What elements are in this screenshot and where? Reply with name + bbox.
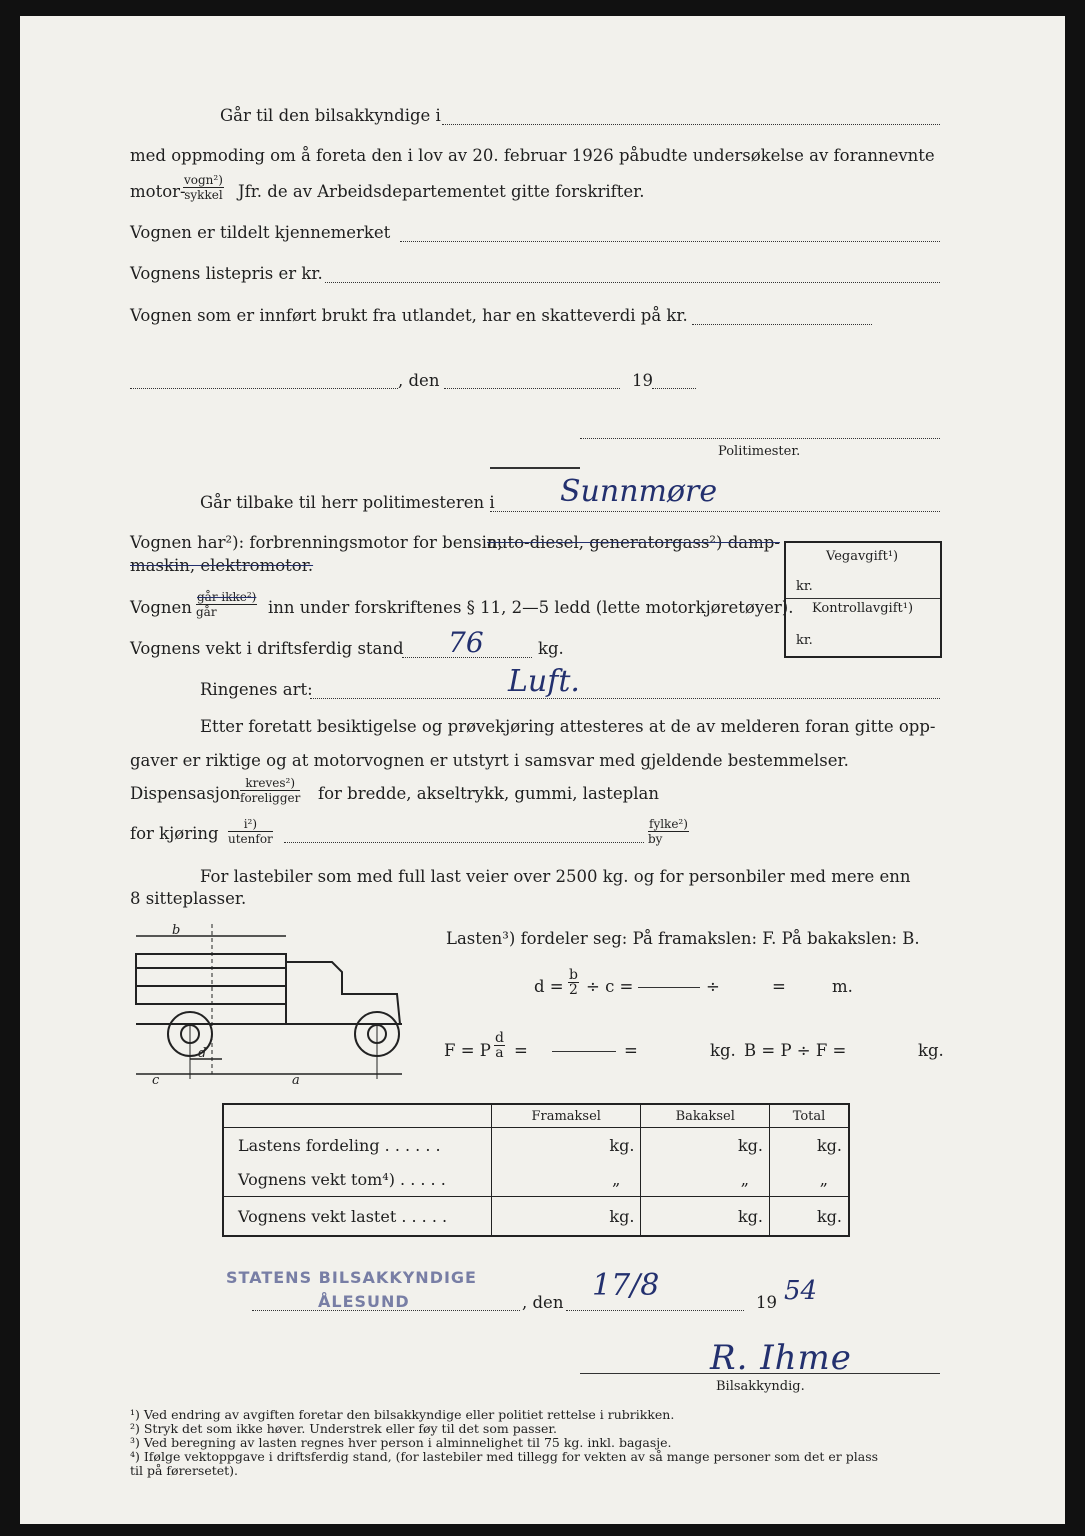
formula-f-fraction: $\frac{d}{a}$ <box>495 1030 504 1061</box>
driving-label: for kjøring <box>130 824 219 843</box>
stamp-line2: ÅLESUND <box>318 1292 410 1311</box>
driving-area-field[interactable] <box>284 842 644 843</box>
tyres-label: Ringenes art: <box>200 680 313 699</box>
road-fee-kr: kr. <box>796 579 813 594</box>
cell-total[interactable]: kg. <box>770 1128 849 1163</box>
goes-to-expert-label: Går til den bilsakkyndige i <box>220 106 441 125</box>
truck-cargo-bed <box>136 954 286 1004</box>
table-header-rear: Bakaksel <box>641 1104 770 1128</box>
import-value-label: Vognen som er innført brukt fra utlandet, har en skatteverdi på kr. <box>130 306 688 325</box>
diagram-label-d: d <box>198 1046 207 1061</box>
motor-fraction: vogn²) sykkel <box>184 173 223 202</box>
expert-location-field[interactable] <box>442 124 940 125</box>
engine-struck-line1: auto-diesel, generatorgass²) damp- <box>487 533 780 552</box>
footnote-4-cont: til på førersetet). <box>130 1463 239 1478</box>
fee-box <box>784 541 942 658</box>
road-fee-label: Vegavgift¹) <box>826 549 899 564</box>
formula-f-eq2: = <box>624 1041 638 1060</box>
table-header-front: Framaksel <box>492 1104 641 1128</box>
weight-unit: kg. <box>538 639 564 658</box>
trucks-line1: For lastebiler som med full last veier over 2500 kg. og for personbiler med mere enn <box>200 867 911 886</box>
year-field[interactable] <box>652 388 696 389</box>
signing-den-label: , den <box>522 1293 564 1312</box>
truck-cab <box>286 962 400 1024</box>
formula-f-kg: kg. <box>710 1041 736 1060</box>
weight-label: Vognens vekt i driftsferdig stand <box>130 639 404 658</box>
dispensation-fraction: kreves²) foreligger <box>240 776 301 805</box>
table-header-total: Total <box>770 1104 849 1128</box>
tyres-value: Luft. <box>508 664 580 699</box>
year-prefix: 19 <box>632 371 653 390</box>
row-label: Vognens vekt lastet . . . . . <box>223 1197 492 1237</box>
police-chief-label: Politimester. <box>718 444 801 459</box>
motor-prefix: motor- <box>130 182 186 201</box>
tyres-field[interactable] <box>310 698 940 699</box>
diagram-label-c: c <box>152 1073 160 1088</box>
list-price-field[interactable] <box>325 282 940 283</box>
attest-line1: Etter foretatt besiktigelse og prøvekjøring attesteres at de av melderen foran gitte opp- <box>200 717 936 736</box>
table-row <box>223 1197 849 1237</box>
goes-fraction: går ikke²) går <box>196 590 257 619</box>
formula-f-left: F = P <box>444 1041 491 1060</box>
table-row <box>223 1128 849 1163</box>
expert-signature: R. Ihme <box>710 1338 852 1378</box>
formula-d-left: d = <box>534 977 564 996</box>
table-row <box>223 1162 849 1197</box>
engine-struck-line2: maskin, elektromotor. <box>130 556 314 575</box>
stamp-line1: STATENS BILSAKKYNDIGE <box>226 1268 477 1287</box>
cell-front[interactable]: „ <box>492 1162 641 1197</box>
formula-f-eq1: = <box>514 1041 528 1060</box>
row-label: Vognens vekt tom⁴) . . . . . <box>223 1162 492 1197</box>
cell-rear[interactable]: „ <box>641 1162 770 1197</box>
formula-d-blank-1[interactable] <box>638 987 700 988</box>
load-table <box>222 1103 850 1237</box>
light-vehicle-text: inn under forskriftenes § 11, 2—5 ledd (lette motorkjøretøyer). <box>268 598 794 617</box>
attest-line2: gaver er riktige og at motorvognen er utstyrt i samsvar med gjeldende bestemmelser. <box>130 751 849 770</box>
engine-intro: Vognen har²): forbrenningsmotor for bensin, <box>130 533 503 552</box>
load-distribution-text: Lasten³) fordeler seg: På framakslen: F. På bakakslen: B. <box>446 929 920 948</box>
row-label: Lastens fordeling . . . . . . <box>223 1128 492 1163</box>
formula-d-fraction: $\frac{b}{2}$ <box>569 967 578 998</box>
place-field[interactable] <box>130 388 398 389</box>
signing-place-field[interactable] <box>252 1310 520 1311</box>
date-field[interactable] <box>444 388 620 389</box>
trucks-line2: 8 sitteplasser. <box>130 889 247 908</box>
formula-f-blank[interactable] <box>552 1051 616 1052</box>
regulations-text: Jfr. de av Arbeidsdepartementet gitte forskrifter. <box>238 182 645 201</box>
cell-rear[interactable]: kg. <box>641 1128 770 1163</box>
expert-signature-line[interactable] <box>580 1373 940 1374</box>
cell-total[interactable]: „ <box>770 1162 849 1197</box>
section-divider <box>490 467 580 469</box>
signing-year-value: 54 <box>784 1276 818 1306</box>
truck-diagram <box>132 924 412 1094</box>
expert-label: Bilsakkyndig. <box>716 1379 805 1394</box>
registration-mark-field[interactable] <box>400 241 940 242</box>
police-signature-field[interactable] <box>580 438 940 439</box>
formula-b-kg: kg. <box>918 1041 944 1060</box>
dispensation-label: Dispensasjon <box>130 784 241 803</box>
returns-to-label: Går tilbake til herr politimesteren i <box>200 493 495 512</box>
formula-d-eq: = <box>772 977 786 996</box>
diagram-label-b: b <box>172 924 181 938</box>
signing-date-value: 17/8 <box>592 1268 660 1303</box>
driving-fraction: i²) utenfor <box>228 817 273 846</box>
county-fraction: fylke²) by <box>648 817 688 846</box>
control-fee-kr: kr. <box>796 633 813 648</box>
cell-rear[interactable]: kg. <box>641 1197 770 1237</box>
footnote-2: ²) Stryk det som ikke høver. Understrek eller føy til det som passer. <box>130 1421 557 1436</box>
footnote-3: ³) Ved beregning av lasten regnes hver person i alminnelighet til 75 kg. inkl. bagasje. <box>130 1435 672 1450</box>
table-corner <box>223 1104 492 1128</box>
cell-front[interactable]: kg. <box>492 1128 641 1163</box>
list-price-label: Vognens listepris er kr. <box>130 264 323 283</box>
signing-year-prefix: 19 <box>756 1293 777 1312</box>
footnote-1: ¹) Ved endring av avgiften foretar den bilsakkyndige eller politiet rettelse i rubrikken. <box>130 1407 675 1422</box>
control-fee-label: Kontrollavgift¹) <box>812 601 914 616</box>
cell-total[interactable]: kg. <box>770 1197 849 1237</box>
diagram-label-a: a <box>292 1073 300 1088</box>
den-label: , den <box>398 371 440 390</box>
dispensation-text: for bredde, akseltrykk, gummi, lasteplan <box>318 784 659 803</box>
formula-d-unit: m. <box>832 977 853 996</box>
formula-d-div: ÷ <box>706 977 720 996</box>
request-line: med oppmoding om å foreta den i lov av 20. februar 1926 påbudte undersøkelse av forannevnte <box>130 146 935 165</box>
import-value-field[interactable] <box>692 324 872 325</box>
signing-date-field[interactable] <box>566 1310 744 1311</box>
returns-to-field[interactable] <box>490 511 940 512</box>
formula-b: B = P ÷ F = <box>744 1041 847 1060</box>
weight-value: 76 <box>448 626 484 659</box>
form-page <box>20 16 1065 1524</box>
vognen-label: Vognen <box>130 598 192 617</box>
registration-mark-label: Vognen er tildelt kjennemerket <box>130 223 391 242</box>
formula-d-rest: ÷ c = <box>586 977 634 996</box>
cell-front[interactable]: kg. <box>492 1197 641 1237</box>
returns-to-value: Sunnmøre <box>560 474 718 509</box>
footnote-4: ⁴) Ifølge vektoppgave i driftsferdig stand, (for lastebiler med tillegg for vekten av så mange personer som det er plass <box>130 1449 879 1464</box>
fee-box-divider <box>786 598 940 599</box>
